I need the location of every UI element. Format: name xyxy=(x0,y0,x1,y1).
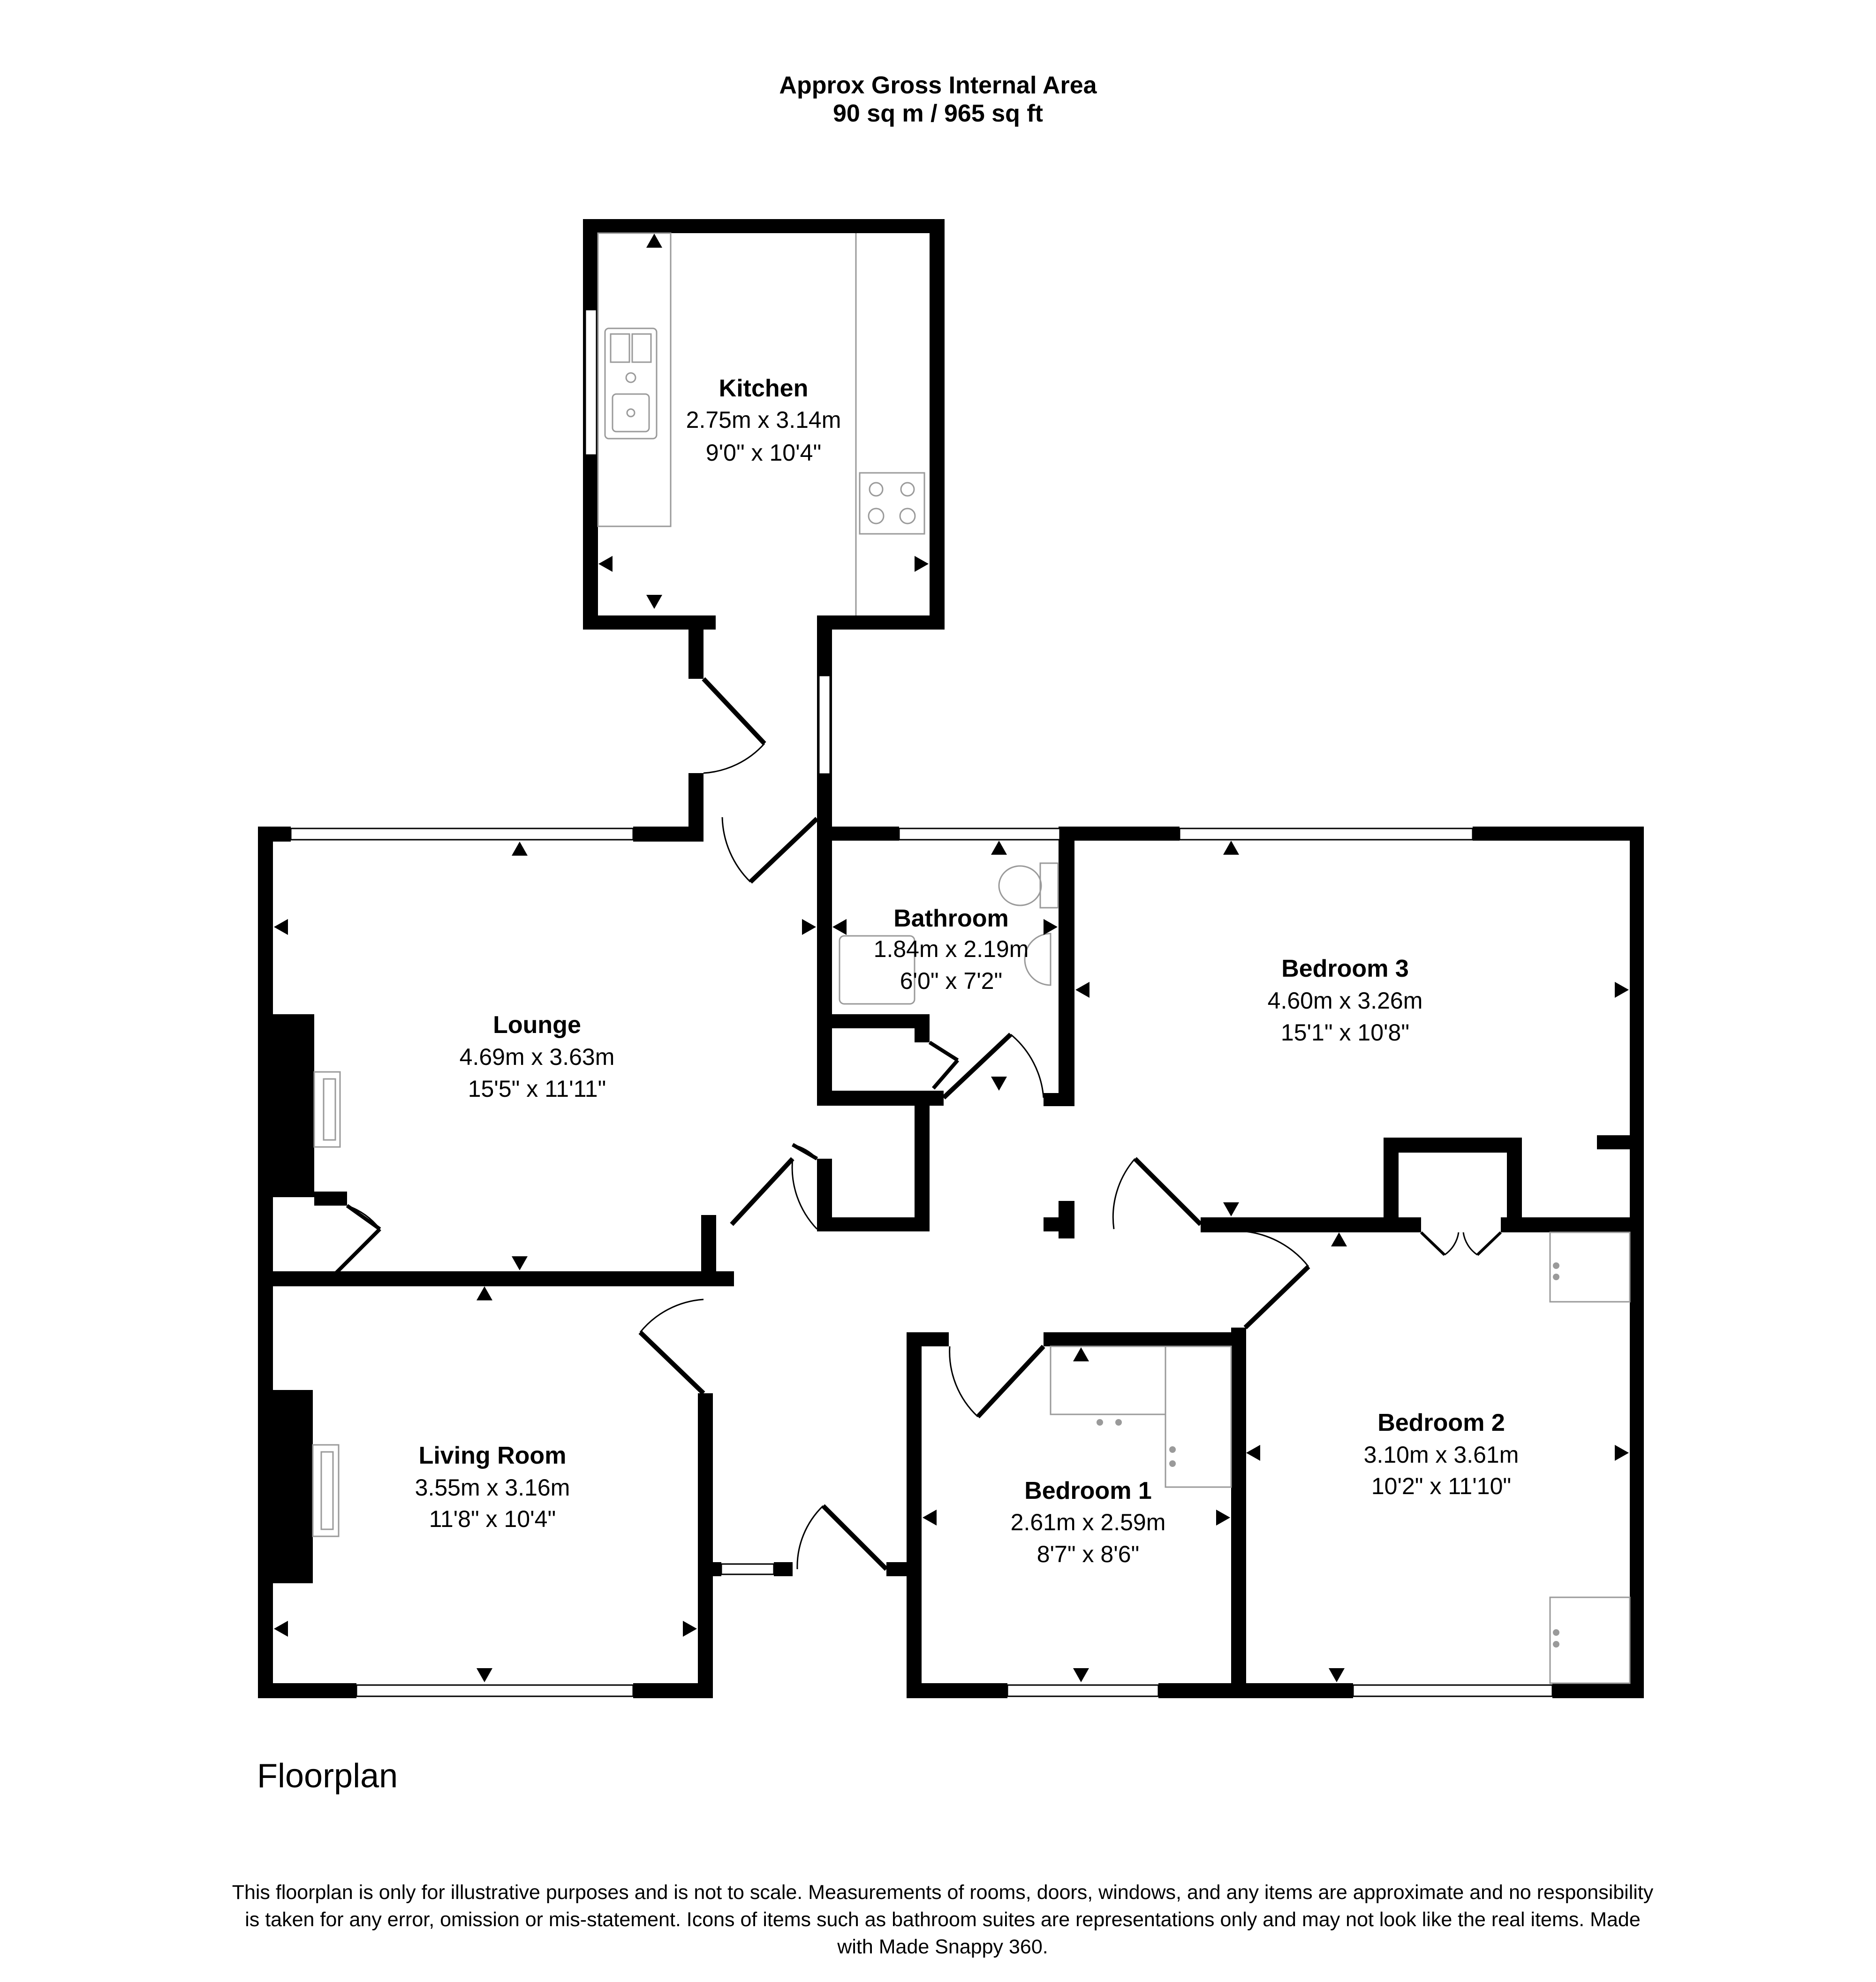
living-hearth xyxy=(313,1445,339,1536)
area-value: 90 sq m / 965 sq ft xyxy=(833,100,1043,127)
disclaimer-text: This floorplan is only for illustrative purposes and is not to scale. Measurements of rooms, doors, windows, and any items are approximate and no responsibility is taken for any error, omission or mis-statement. Icons of items such as bathroom suites are representations only and may not look like the real items. Made with Made Snappy 360. xyxy=(232,1881,1654,1958)
bedroom3-window xyxy=(1180,828,1473,840)
bedroom3-imperial: 15'1" x 10'8" xyxy=(1280,1019,1410,1046)
bedroom3-metric: 4.60m x 3.26m xyxy=(1267,987,1423,1014)
bedroom3-name: Bedroom 3 xyxy=(1281,955,1409,982)
kitchen-hob-icon xyxy=(860,473,924,534)
bathroom-name: Bathroom xyxy=(893,905,1009,932)
kitchen-metric: 2.75m x 3.14m xyxy=(686,407,841,433)
lounge-window xyxy=(291,828,633,840)
kitchen-window xyxy=(585,310,597,455)
lounge-imperial: 15'5" x 11'11" xyxy=(468,1076,606,1102)
bedroom1-imperial: 8'7" x 8'6" xyxy=(1036,1541,1140,1567)
corridor-window xyxy=(819,676,830,774)
living-room-window xyxy=(356,1685,633,1696)
bedroom2-window xyxy=(1353,1685,1552,1696)
area-title: Approx Gross Internal Area xyxy=(779,72,1097,99)
lounge-hearth xyxy=(314,1072,340,1147)
bedroom1-name: Bedroom 1 xyxy=(1024,1477,1152,1504)
entrance-side-window xyxy=(721,1564,774,1574)
living-room-name: Living Room xyxy=(418,1442,567,1469)
lounge-metric: 4.69m x 3.63m xyxy=(459,1044,615,1070)
kitchen-name: Kitchen xyxy=(719,375,809,402)
living-room-metric: 3.55m x 3.16m xyxy=(415,1474,570,1501)
kitchen-imperial: 9'0" x 10'4" xyxy=(705,440,822,466)
bedroom2-metric: 3.10m x 3.61m xyxy=(1363,1442,1519,1468)
bathroom-window xyxy=(899,828,1060,840)
living-room-imperial: 11'8" x 10'4" xyxy=(429,1506,556,1532)
bedroom2-name: Bedroom 2 xyxy=(1377,1409,1505,1436)
bathroom-imperial: 6'0" x 7'2" xyxy=(900,968,1003,994)
toilet-icon xyxy=(1040,863,1058,908)
bedroom1-window xyxy=(1007,1685,1158,1696)
bedroom1-wardrobe xyxy=(1051,1346,1165,1414)
bedroom1-metric: 2.61m x 2.59m xyxy=(1010,1509,1166,1535)
room-labels xyxy=(415,375,1519,1567)
floor-label: Floorplan xyxy=(257,1757,398,1795)
bedroom2-unit-bottom xyxy=(1550,1597,1630,1683)
bedroom1-wardrobe-side xyxy=(1165,1346,1231,1487)
lounge-name: Lounge xyxy=(493,1011,581,1039)
bathroom-metric: 1.84m x 2.19m xyxy=(873,936,1029,962)
bedroom2-imperial: 10'2" x 11'10" xyxy=(1371,1473,1512,1499)
bedroom2-unit-top xyxy=(1550,1232,1630,1302)
